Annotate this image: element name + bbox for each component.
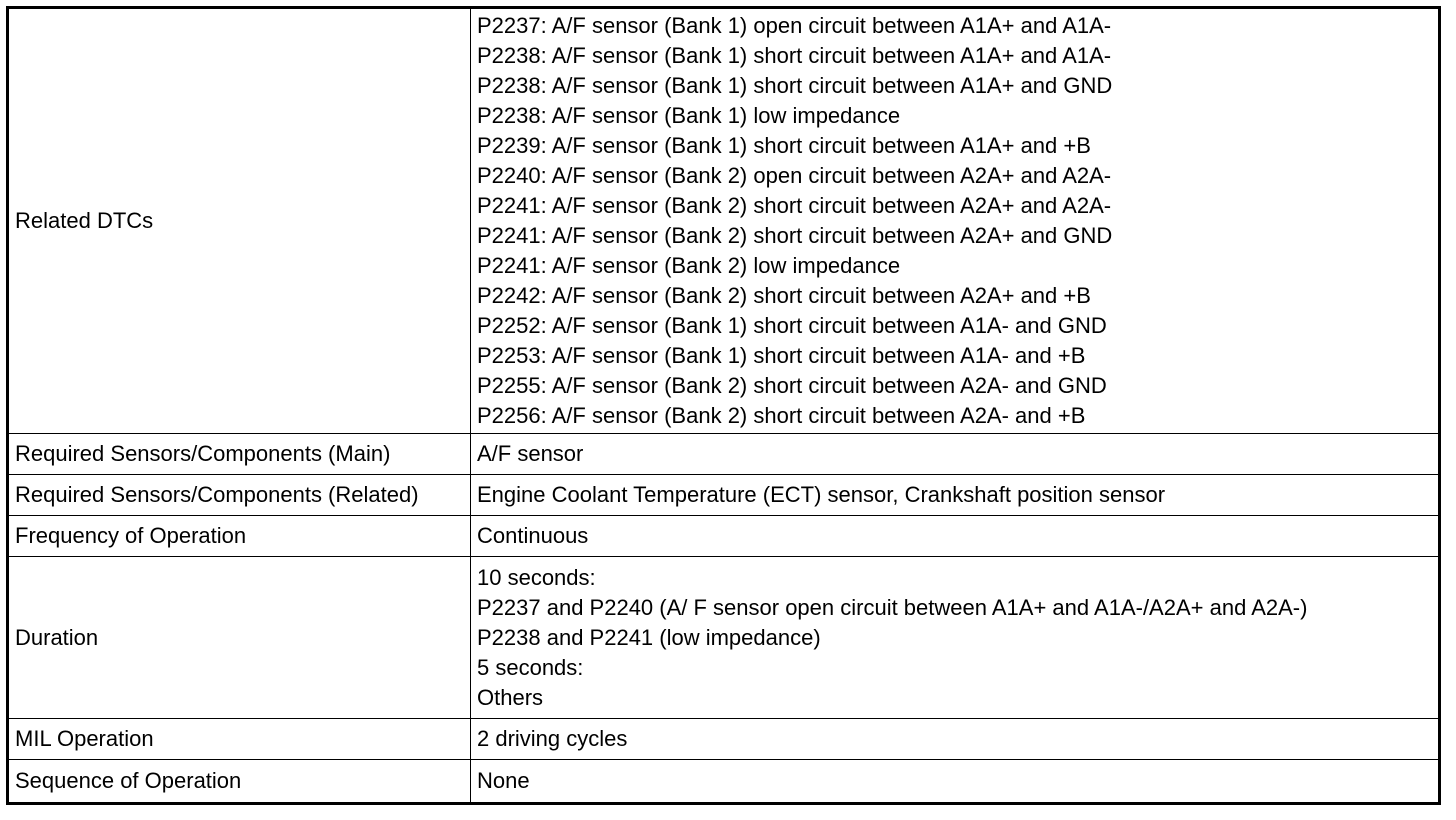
- table-row: [8, 434, 1440, 475]
- table-row: [8, 516, 1440, 557]
- required-main-value: A/F sensor: [471, 434, 1440, 475]
- dtc-line: P2256: A/F sensor (Bank 2) short circuit between A2A- and +B: [477, 403, 1086, 428]
- duration-line: P2237 and P2240 (A/ F sensor open circuit between A1A+ and A1A-/A2A+ and A2A-): [477, 594, 1308, 620]
- monitor-strategy-table: [6, 6, 1441, 805]
- dtc-line: P2252: A/F sensor (Bank 1) short circuit between A1A- and GND: [477, 313, 1107, 338]
- duration-label: Duration: [8, 557, 471, 719]
- dtc-line: P2241: A/F sensor (Bank 2) short circuit between A2A+ and GND: [477, 223, 1113, 248]
- table-row: [8, 557, 1440, 719]
- duration-line: Others: [477, 684, 544, 710]
- table-row: [8, 719, 1440, 760]
- required-main-label: Required Sensors/Components (Main): [8, 434, 471, 475]
- related-dtcs-list: [471, 8, 1440, 434]
- table-row: [8, 760, 1440, 804]
- table-row: [8, 475, 1440, 516]
- required-related-label: Required Sensors/Components (Related): [8, 475, 471, 516]
- frequency-label: Frequency of Operation: [8, 516, 471, 557]
- related-dtcs-label: Related DTCs: [8, 8, 471, 434]
- duration-value: [471, 557, 1440, 719]
- dtc-line: P2241: A/F sensor (Bank 2) short circuit between A2A+ and A2A-: [477, 193, 1112, 218]
- duration-line: 5 seconds:: [477, 654, 584, 680]
- mil-operation-value: 2 driving cycles: [471, 719, 1440, 760]
- dtc-line: P2238: A/F sensor (Bank 1) low impedance: [477, 103, 901, 128]
- sequence-value: None: [471, 760, 1440, 804]
- dtc-line: P2255: A/F sensor (Bank 2) short circuit between A2A- and GND: [477, 373, 1107, 398]
- sequence-label: Sequence of Operation: [8, 760, 471, 804]
- duration-line: P2238 and P2241 (low impedance): [477, 624, 821, 650]
- duration-line: 10 seconds:: [477, 564, 596, 590]
- dtc-line: P2237: A/F sensor (Bank 1) open circuit between A1A+ and A1A-: [477, 13, 1112, 38]
- dtc-line: P2238: A/F sensor (Bank 1) short circuit between A1A+ and A1A-: [477, 43, 1112, 68]
- dtc-line: P2253: A/F sensor (Bank 1) short circuit between A1A- and +B: [477, 343, 1086, 368]
- table-row: [8, 8, 1440, 434]
- dtc-line: P2239: A/F sensor (Bank 1) short circuit between A1A+ and +B: [477, 133, 1091, 158]
- mil-operation-label: MIL Operation: [8, 719, 471, 760]
- dtc-line: P2242: A/F sensor (Bank 2) short circuit between A2A+ and +B: [477, 283, 1091, 308]
- dtc-line: P2241: A/F sensor (Bank 2) low impedance: [477, 253, 901, 278]
- dtc-line: P2238: A/F sensor (Bank 1) short circuit between A1A+ and GND: [477, 73, 1113, 98]
- required-related-value: Engine Coolant Temperature (ECT) sensor, Crankshaft position sensor: [471, 475, 1440, 516]
- frequency-value: Continuous: [471, 516, 1440, 557]
- dtc-line: P2240: A/F sensor (Bank 2) open circuit between A2A+ and A2A-: [477, 163, 1112, 188]
